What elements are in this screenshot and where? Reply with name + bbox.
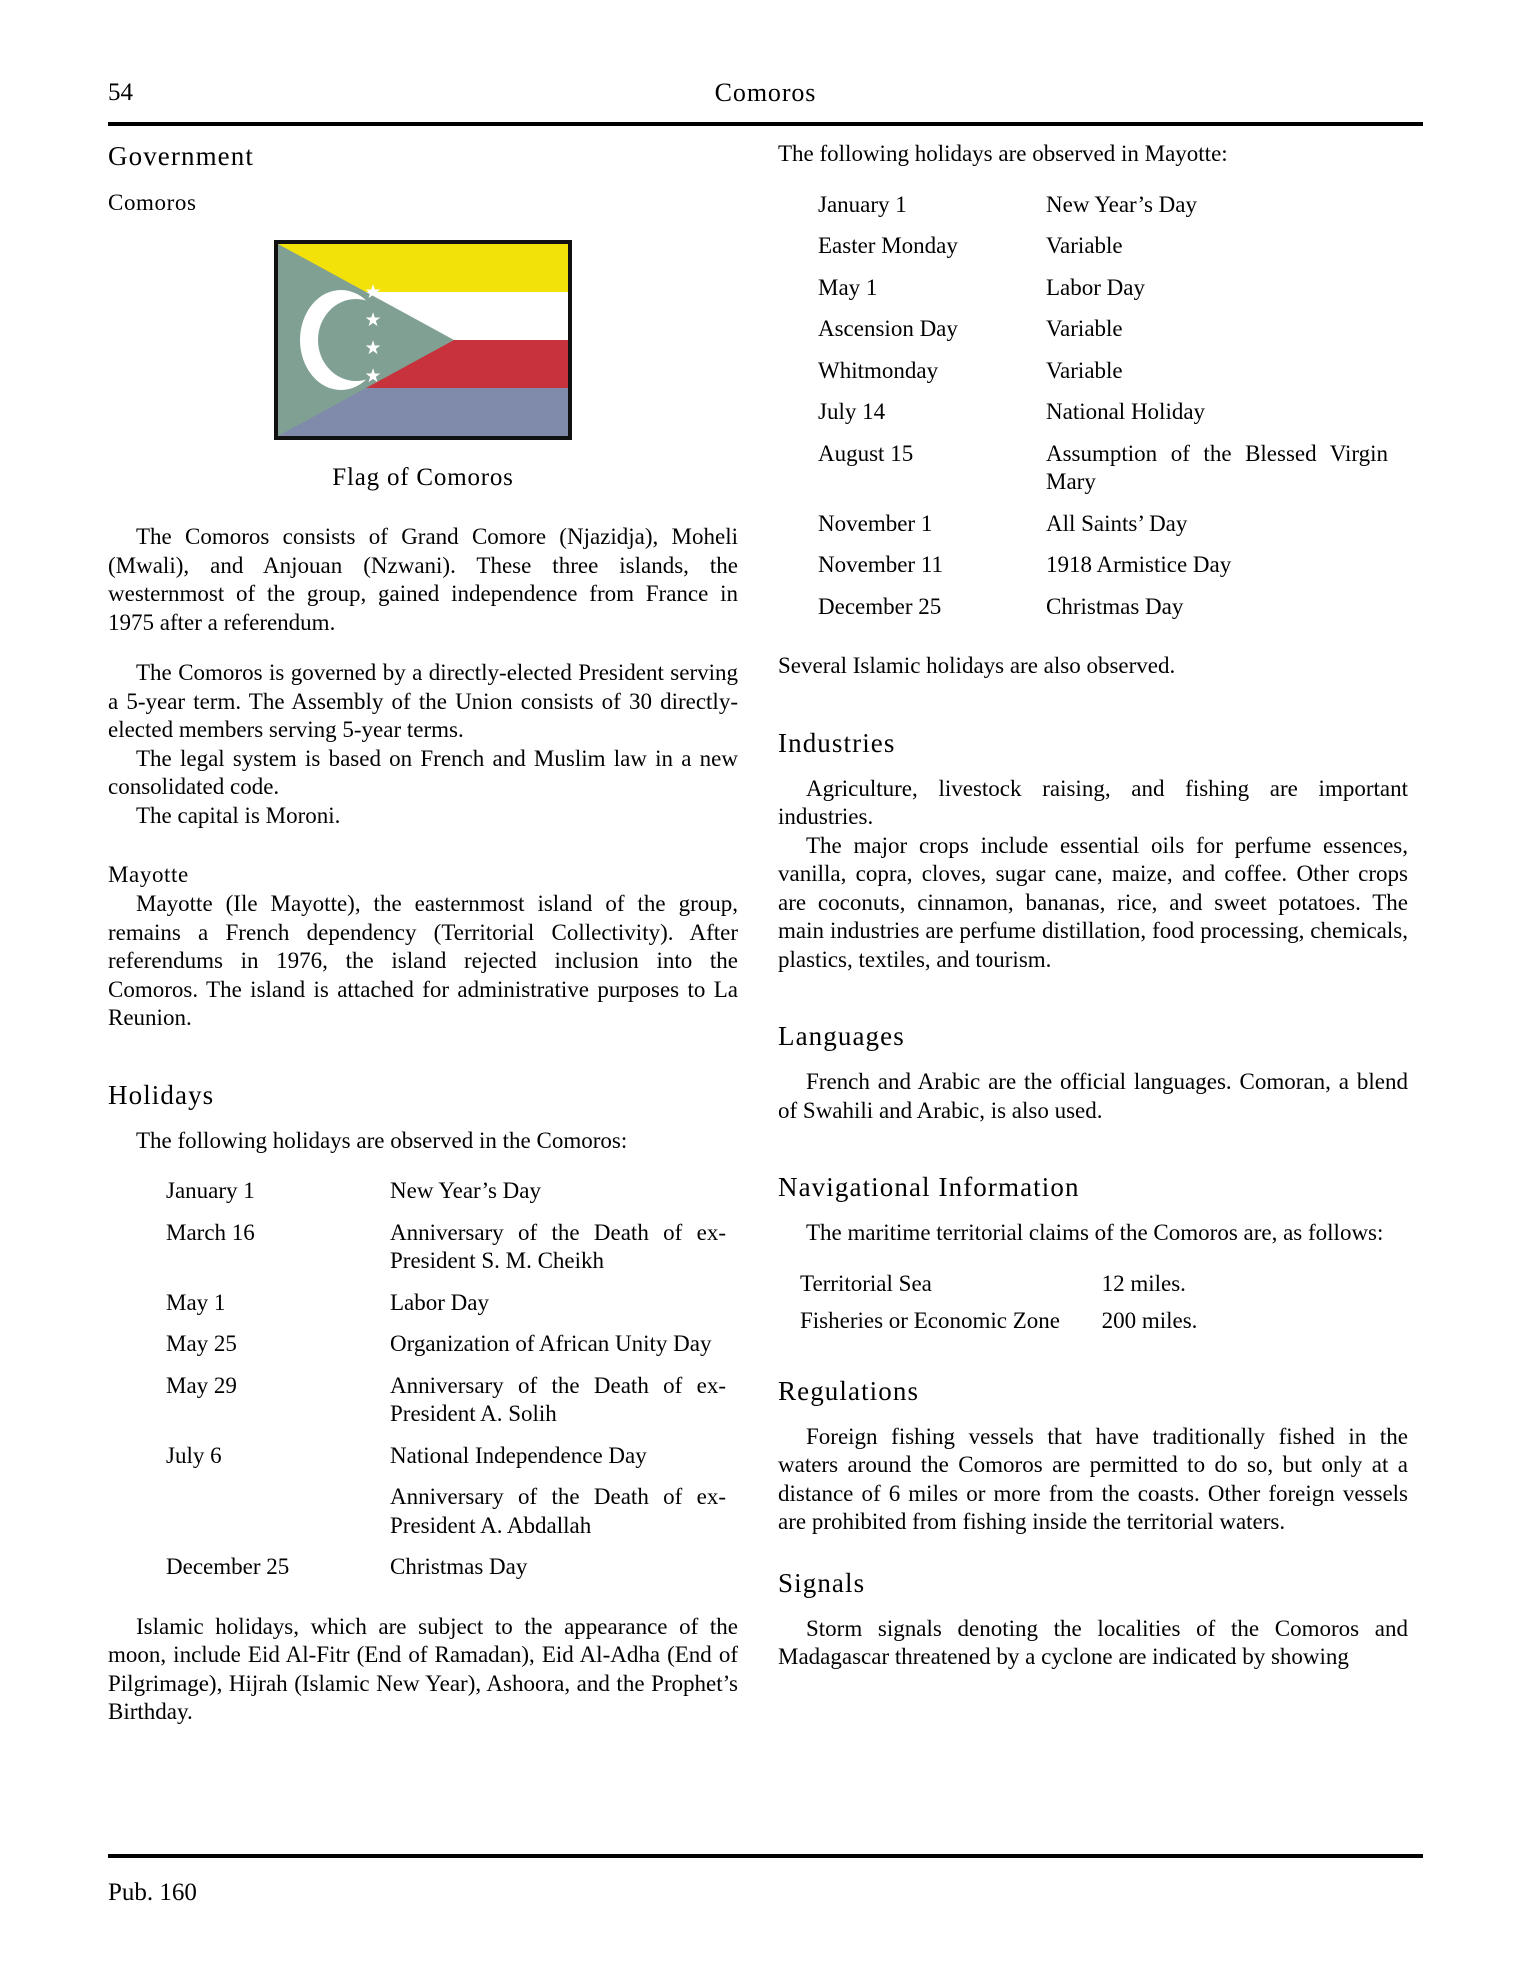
- holiday-name: National Holiday: [1046, 399, 1206, 424]
- table-row: [166, 1372, 726, 1442]
- figure-caption: Flag of Comoros: [332, 464, 514, 491]
- subheading-comoros: Comoros: [108, 190, 197, 215]
- holiday-date: May 25: [166, 1331, 237, 1356]
- maritime-claims-table: [800, 1270, 1380, 1345]
- four-stars-group: ★ ★ ★ ★: [364, 282, 382, 387]
- holiday-name: Christmas Day: [390, 1554, 528, 1579]
- heading-holidays: Holidays: [108, 1079, 215, 1110]
- table-row: [818, 315, 1388, 357]
- paragraph-comoros-islands: The Comoros consists of Grand Comore (Njazidja), Moheli (Mwali), and Anjouan (Nzwani). These three islands, the westernmost of the group, gained independence from France in 1975 after a referendum.: [108, 524, 738, 635]
- table-row: [166, 1330, 726, 1372]
- holiday-name: Anniversary of the Death of ex-President S. M. Cheikh: [390, 1219, 726, 1273]
- table-row: [166, 1289, 726, 1331]
- holiday-date: January 1: [818, 191, 907, 217]
- paragraph-comoros-capital: The capital is Moroni.: [136, 802, 341, 828]
- paragraph-signals: Storm signals denoting the localities of the Comoros and Madagascar threatened by a cyclone are indicated by showing: [778, 1615, 1408, 1669]
- table-row: [818, 357, 1388, 399]
- holiday-date: November 11: [818, 552, 943, 577]
- table-row: [166, 1219, 726, 1289]
- flag-figure: [108, 240, 738, 493]
- table-row: [818, 440, 1388, 510]
- heading-regulations: Regulations: [778, 1375, 920, 1406]
- paragraph-industries-1: Agriculture, livestock raising, and fishing are important industries.: [778, 775, 1408, 829]
- left-column: [108, 140, 738, 1727]
- holiday-name: Variable: [1046, 316, 1123, 341]
- table-row: [800, 1307, 1380, 1345]
- holiday-date: May 29: [166, 1372, 237, 1398]
- table-row: [166, 1553, 726, 1595]
- holiday-name: Anniversary of the Death of ex-President A. Solih: [390, 1372, 726, 1426]
- holiday-name: Labor Day: [390, 1289, 489, 1315]
- page-number: 54: [108, 79, 133, 106]
- holiday-date: Ascension Day: [818, 316, 958, 341]
- holiday-name: Anniversary of the Death of ex-President A. Abdallah: [390, 1484, 726, 1538]
- comoros-holidays-body: [166, 1177, 726, 1595]
- table-row: [818, 593, 1388, 635]
- claim-limit: 200 miles.: [1101, 1308, 1198, 1333]
- claim-limit: 12 miles.: [1101, 1270, 1186, 1296]
- mayotte-holidays-body: [818, 191, 1388, 635]
- heading-signals: Signals: [778, 1567, 866, 1598]
- footer-pub: Pub. 160: [108, 1879, 197, 1906]
- mayotte-holidays-table: [818, 191, 1388, 635]
- holiday-date: November 1: [818, 510, 933, 536]
- heading-industries: Industries: [778, 727, 896, 758]
- table-row: [800, 1270, 1380, 1308]
- table-row: [818, 551, 1388, 593]
- right-column: [778, 140, 1408, 1672]
- subheading-mayotte: Mayotte: [108, 862, 189, 887]
- holiday-date: Easter Monday: [818, 233, 958, 258]
- navigational-information-intro: The maritime territorial claims of the Comoros are, as follows:: [806, 1220, 1384, 1245]
- paragraph-mayotte: Mayotte (Ile Mayotte), the easternmost island of the group, remains a French dependency (Territorial Collectivity). After referendums in 1976, the island rejected inclusion into the Comoros. The island is attached for administrative purposes to La Reunion.: [108, 891, 738, 1030]
- holiday-name: All Saints’ Day: [1046, 510, 1188, 536]
- holiday-name: Organization of African Unity Day: [390, 1331, 712, 1356]
- comoros-holidays-table-wrap: [166, 1177, 726, 1595]
- holiday-date: May 1: [818, 274, 878, 300]
- paragraph-comoros-legal-system: The legal system is based on French and Muslim law in a new consolidated code.: [108, 745, 738, 799]
- running-head-title: Comoros: [714, 78, 817, 107]
- islamic-holidays-note: Islamic holidays, which are subject to the appearance of the moon, include Eid Al-Fitr (End of Ramadan), Eid Al-Adha (End of Pilgrimage), Hijrah (Islamic New Year), Ashoora, and the Prophet’s Birthday.: [108, 1613, 738, 1724]
- mayotte-holidays-intro: The following holidays are observed in Mayotte:: [778, 141, 1228, 166]
- maritime-claims-body: [800, 1270, 1380, 1345]
- holiday-name: New Year’s Day: [390, 1178, 541, 1203]
- comoros-holidays-table: [166, 1177, 726, 1595]
- holiday-date: December 25: [818, 593, 942, 619]
- maritime-claims-table-wrap: [800, 1270, 1380, 1345]
- mayotte-holidays-table-wrap: [818, 191, 1388, 635]
- mayotte-islamic-note: Several Islamic holidays are also observed.: [778, 653, 1176, 678]
- holiday-date: December 25: [166, 1554, 290, 1579]
- holiday-date: August 15: [818, 440, 914, 466]
- holiday-name: Christmas Day: [1046, 593, 1184, 619]
- holiday-date: July 14: [818, 399, 886, 424]
- paragraph-regulations: Foreign fishing vessels that have traditionally fished in the waters around the Comoros are permitted to do so, but only at a distance of 6 miles or more from the coasts. Other foreign vessels are prohibited from fishing inside the territorial waters.: [778, 1423, 1408, 1534]
- holiday-date: Whitmonday: [818, 357, 939, 383]
- holiday-name: 1918 Armistice Day: [1046, 552, 1232, 577]
- holiday-date: [166, 1483, 390, 1553]
- table-row: [818, 232, 1388, 274]
- heading-navigational-information: Navigational Information: [778, 1172, 1080, 1202]
- holiday-date: March 16: [166, 1219, 255, 1245]
- table-row: [166, 1177, 726, 1219]
- table-row: [818, 510, 1388, 552]
- table-row: [818, 274, 1388, 316]
- crescent-icon: [300, 290, 362, 390]
- holiday-name: Variable: [1046, 357, 1123, 383]
- table-row: [818, 398, 1388, 440]
- heading-government: Government: [108, 141, 254, 171]
- header-rule: [108, 122, 1423, 126]
- paragraph-languages: French and Arabic are the official languages. Comoran, a blend of Swahili and Arabic, is also used.: [778, 1069, 1408, 1123]
- holiday-name: New Year’s Day: [1046, 191, 1197, 217]
- heading-languages: Languages: [778, 1021, 905, 1051]
- running-head: [108, 78, 1423, 112]
- flag-of-comoros-image: [274, 240, 572, 440]
- holiday-date: January 1: [166, 1178, 255, 1203]
- holiday-name: National Independence Day: [390, 1442, 647, 1468]
- holiday-name: Labor Day: [1046, 274, 1145, 300]
- holiday-date: July 6: [166, 1442, 222, 1468]
- table-row: [818, 191, 1388, 233]
- table-row: [166, 1483, 726, 1553]
- holidays-intro: The following holidays are observed in the Comoros:: [136, 1127, 628, 1153]
- table-row: [166, 1442, 726, 1484]
- holiday-date: May 1: [166, 1289, 226, 1315]
- claim-label: Territorial Sea: [800, 1270, 932, 1296]
- holiday-name: Assumption of the Blessed Virgin Mary: [1046, 440, 1388, 494]
- footer-rule: [108, 1854, 1423, 1858]
- paragraph-industries-2: The major crops include essential oils for perfume essences, vanilla, copra, cloves, sugar cane, maize, and coffee. Other crops are coconuts, cinnamon, bananas, rice, and sweet potatoes. The main industries are perfume distillation, food processing, chemicals, plastics, textiles, and tourism.: [778, 832, 1408, 972]
- claim-label: Fisheries or Economic Zone: [800, 1308, 1060, 1333]
- holiday-name: Variable: [1046, 233, 1123, 258]
- paragraph-comoros-governance: The Comoros is governed by a directly-elected President serving a 5-year term. The Assembly of the Union consists of 30 directly-elected members serving 5-year terms.: [108, 660, 738, 742]
